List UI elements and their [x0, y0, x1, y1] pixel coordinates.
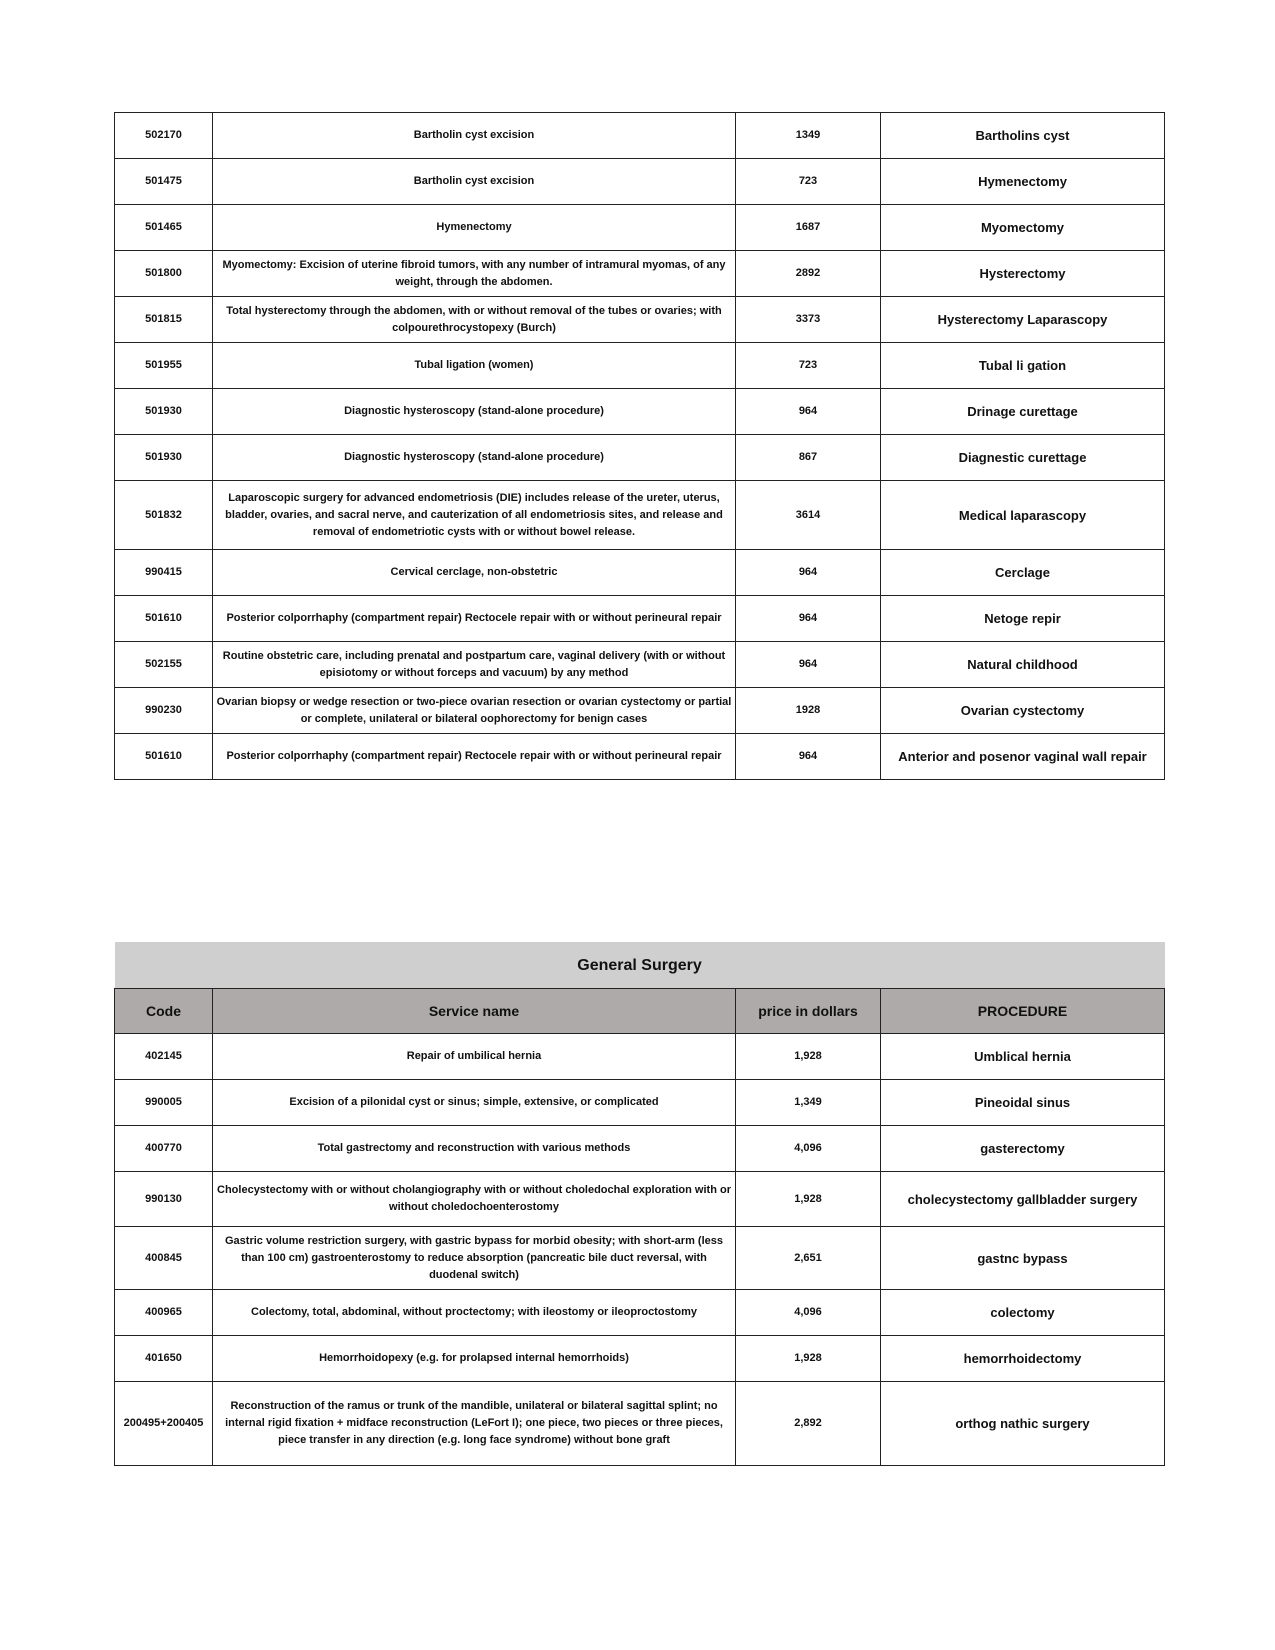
code-cell: 990005	[115, 1080, 213, 1126]
table-row	[115, 642, 1165, 688]
service-cell: Bartholin cyst excision	[213, 113, 736, 159]
procedure-cell: Hymenectomy	[881, 159, 1165, 205]
price-cell: 964	[736, 734, 881, 780]
procedure-cell: Hysterectomy Laparascopy	[881, 297, 1165, 343]
table-row	[115, 1034, 1165, 1080]
code-cell: 501930	[115, 389, 213, 435]
price-cell: 964	[736, 389, 881, 435]
table-row	[115, 1227, 1165, 1290]
price-cell: 1,928	[736, 1336, 881, 1382]
procedure-cell: Natural childhood	[881, 642, 1165, 688]
code-cell: 501815	[115, 297, 213, 343]
header-price: price in dollars	[736, 989, 881, 1034]
table-row	[115, 1126, 1165, 1172]
service-cell: Ovarian biopsy or wedge resection or two-piece ovarian resection or ovarian cystectomy or partial or complete, unilateral or bilateral oophorectomy for benign cases	[213, 688, 736, 734]
table-row	[115, 113, 1165, 159]
service-cell: Tubal ligation (women)	[213, 343, 736, 389]
service-cell: Repair of umbilical hernia	[213, 1034, 736, 1080]
price-cell: 2892	[736, 251, 881, 297]
table-row	[115, 251, 1165, 297]
procedure-cell: Tubal li gation	[881, 343, 1165, 389]
code-cell: 200495+200405	[115, 1382, 213, 1466]
table-row	[115, 1382, 1165, 1466]
procedure-cell: Ovarian cystectomy	[881, 688, 1165, 734]
procedure-cell: Myomectomy	[881, 205, 1165, 251]
code-cell: 990130	[115, 1172, 213, 1227]
service-cell: Laparoscopic surgery for advanced endometriosis (DIE) includes release of the ureter, uterus, bladder, ovaries, and sacral nerve, and cauterization of all endometriosis sites, and release and removal of endometriotic cysts with or without bowel release.	[213, 481, 736, 550]
price-cell: 964	[736, 642, 881, 688]
procedure-cell: Bartholins cyst	[881, 113, 1165, 159]
price-cell: 1687	[736, 205, 881, 251]
section-title: General Surgery	[115, 942, 1165, 989]
price-cell: 1,928	[736, 1172, 881, 1227]
price-cell: 1,928	[736, 1034, 881, 1080]
price-cell: 4,096	[736, 1290, 881, 1336]
code-cell: 502155	[115, 642, 213, 688]
table-row	[115, 1080, 1165, 1126]
procedure-cell: colectomy	[881, 1290, 1165, 1336]
service-cell: Gastric volume restriction surgery, with gastric bypass for morbid obesity; with short-arm (less than 100 cm) gastroenterostomy to reduce absorption (pancreatic bile duct reversal, with duodenal switch)	[213, 1227, 736, 1290]
table-row	[115, 1290, 1165, 1336]
table-row	[115, 1172, 1165, 1227]
table-row	[115, 688, 1165, 734]
price-cell: 3373	[736, 297, 881, 343]
price-cell: 4,096	[736, 1126, 881, 1172]
price-cell: 1,349	[736, 1080, 881, 1126]
general-surgery-table-body	[115, 1034, 1165, 1466]
table-row	[115, 481, 1165, 550]
procedure-cell: gastnc bypass	[881, 1227, 1165, 1290]
code-cell: 501475	[115, 159, 213, 205]
service-cell: Reconstruction of the ramus or trunk of the mandible, unilateral or bilateral sagittal splint; no internal rigid fixation + midface reconstruction (LeFort I); one piece, two pieces or three pieces, piece transfer in any direction (e.g. long face syndrome) without bone graft	[213, 1382, 736, 1466]
code-cell: 501610	[115, 596, 213, 642]
code-cell: 990415	[115, 550, 213, 596]
code-cell: 501955	[115, 343, 213, 389]
procedure-cell: Pineoidal sinus	[881, 1080, 1165, 1126]
service-cell: Bartholin cyst excision	[213, 159, 736, 205]
price-cell: 723	[736, 159, 881, 205]
table-row	[115, 343, 1165, 389]
price-cell: 867	[736, 435, 881, 481]
table-row	[115, 435, 1165, 481]
service-cell: Hemorrhoidopexy (e.g. for prolapsed internal hemorrhoids)	[213, 1336, 736, 1382]
procedure-cell: Hysterectomy	[881, 251, 1165, 297]
procedure-cell: gasterectomy	[881, 1126, 1165, 1172]
table-row	[115, 205, 1165, 251]
header-code: Code	[115, 989, 213, 1034]
service-cell: Diagnostic hysteroscopy (stand-alone procedure)	[213, 389, 736, 435]
table-row	[115, 297, 1165, 343]
code-cell: 402145	[115, 1034, 213, 1080]
gynecology-table-body	[115, 113, 1165, 780]
code-cell: 400845	[115, 1227, 213, 1290]
table-header-row	[115, 989, 1165, 1034]
service-cell: Cholecystectomy with or without cholangiography with or without choledochal exploration with or without choledochoenterostomy	[213, 1172, 736, 1227]
table-row	[115, 1336, 1165, 1382]
code-cell: 501610	[115, 734, 213, 780]
service-cell: Hymenectomy	[213, 205, 736, 251]
procedure-cell: Medical laparascopy	[881, 481, 1165, 550]
price-cell: 1928	[736, 688, 881, 734]
service-cell: Posterior colporrhaphy (compartment repair) Rectocele repair with or without perineural repair	[213, 596, 736, 642]
table-row	[115, 550, 1165, 596]
price-cell: 3614	[736, 481, 881, 550]
service-cell: Total gastrectomy and reconstruction with various methods	[213, 1126, 736, 1172]
header-procedure: PROCEDURE	[881, 989, 1165, 1034]
price-cell: 723	[736, 343, 881, 389]
table-row	[115, 596, 1165, 642]
code-cell: 501832	[115, 481, 213, 550]
procedure-cell: Netoge repir	[881, 596, 1165, 642]
code-cell: 501930	[115, 435, 213, 481]
service-cell: Posterior colporrhaphy (compartment repair) Rectocele repair with or without perineural repair	[213, 734, 736, 780]
service-cell: Diagnostic hysteroscopy (stand-alone procedure)	[213, 435, 736, 481]
header-service-name: Service name	[213, 989, 736, 1034]
general-surgery-table	[114, 942, 1165, 1466]
procedure-cell: cholecystectomy gallbladder surgery	[881, 1172, 1165, 1227]
price-cell: 2,651	[736, 1227, 881, 1290]
code-cell: 401650	[115, 1336, 213, 1382]
code-cell: 501465	[115, 205, 213, 251]
procedure-cell: hemorrhoidectomy	[881, 1336, 1165, 1382]
gynecology-table	[114, 112, 1165, 780]
service-cell: Colectomy, total, abdominal, without proctectomy; with ileostomy or ileoproctostomy	[213, 1290, 736, 1336]
procedure-cell: Anterior and posenor vaginal wall repair	[881, 734, 1165, 780]
table-row	[115, 734, 1165, 780]
procedure-cell: Diagnestic curettage	[881, 435, 1165, 481]
code-cell: 990230	[115, 688, 213, 734]
table-row	[115, 389, 1165, 435]
price-cell: 964	[736, 550, 881, 596]
code-cell: 400770	[115, 1126, 213, 1172]
procedure-cell: Drinage curettage	[881, 389, 1165, 435]
procedure-cell: Umblical hernia	[881, 1034, 1165, 1080]
price-cell: 964	[736, 596, 881, 642]
price-cell: 2,892	[736, 1382, 881, 1466]
code-cell: 501800	[115, 251, 213, 297]
service-cell: Total hysterectomy through the abdomen, with or without removal of the tubes or ovaries; with colpourethrocystopexy (Burch)	[213, 297, 736, 343]
procedure-cell: Cerclage	[881, 550, 1165, 596]
service-cell: Myomectomy: Excision of uterine fibroid tumors, with any number of intramural myomas, of any weight, through the abdomen.	[213, 251, 736, 297]
service-cell: Routine obstetric care, including prenatal and postpartum care, vaginal delivery (with or without episiotomy or without forceps and vacuum) by any method	[213, 642, 736, 688]
price-cell: 1349	[736, 113, 881, 159]
section-title-row	[115, 942, 1165, 989]
table-row	[115, 159, 1165, 205]
service-cell: Excision of a pilonidal cyst or sinus; simple, extensive, or complicated	[213, 1080, 736, 1126]
service-cell: Cervical cerclage, non-obstetric	[213, 550, 736, 596]
code-cell: 502170	[115, 113, 213, 159]
procedure-cell: orthog nathic surgery	[881, 1382, 1165, 1466]
code-cell: 400965	[115, 1290, 213, 1336]
